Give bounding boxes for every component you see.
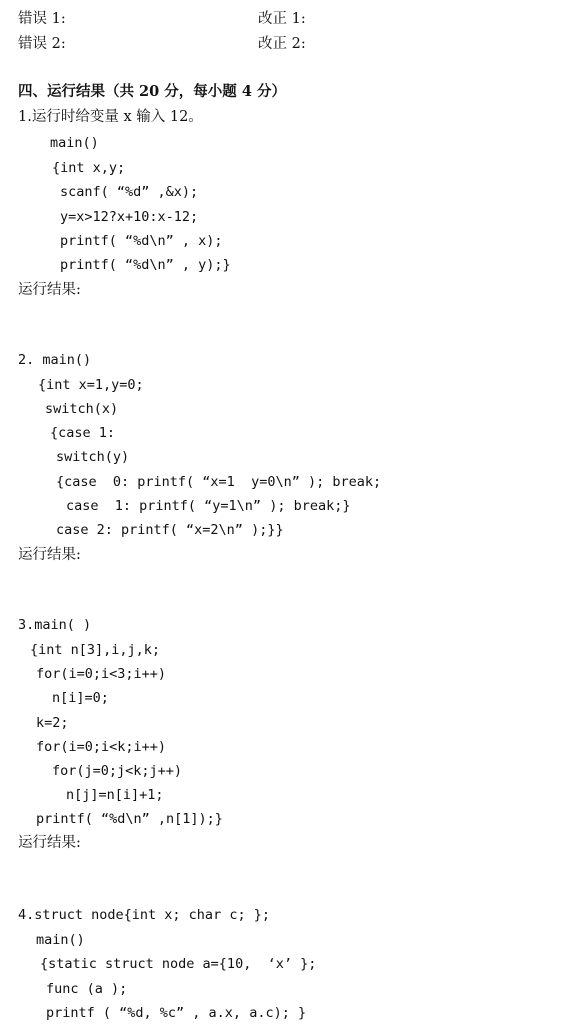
q3-code-line: printf( “%d\n” ,n[1]);} [36, 811, 223, 827]
q3-code-line: {int n[3],i,j,k; [30, 642, 161, 658]
q2-code-line: switch(y) [56, 449, 130, 465]
q2-code-line: {case 0: printf( “x=1 y=0\n” ); break; [56, 474, 382, 490]
q4-code-line: 4.struct node{int x; char c; }; [18, 907, 270, 923]
q1-code-line: {int x,y; [52, 160, 126, 176]
q4-code-line: {static struct node a={10, ‘x’ }; [40, 956, 317, 972]
q4-code-line: main() [36, 932, 85, 948]
q1-code-line: printf( “%d\n” , x); [60, 233, 223, 249]
q4-code-line: printf ( “%d, %c” , a.x, a.c); } [46, 1005, 307, 1021]
q1-code-line: printf( “%d\n” , y);} [60, 257, 231, 273]
fix-2-label: 改正 2: [258, 36, 306, 52]
q3-code-line: for(i=0;i<3;i++) [36, 666, 167, 682]
q2-result-label: 运行结果: [18, 547, 81, 563]
q2-code-line: {int x=1,y=0; [38, 377, 144, 393]
q3-code-line: 3.main( ) [18, 617, 92, 633]
q4-code-line: func (a ); [46, 981, 128, 997]
q2-code-line: case 1: printf( “y=1\n” ); break;} [66, 498, 351, 514]
q3-code-line: k=2; [36, 715, 69, 731]
fix-1-label: 改正 1: [258, 11, 306, 27]
q3-code-line: for(j=0;j<k;j++) [52, 763, 183, 779]
q3-code-line: for(i=0;i<k;i++) [36, 739, 167, 755]
error-2-label: 错误 2: [18, 36, 66, 52]
q2-code-line: case 2: printf( “x=2\n” );}} [56, 522, 284, 538]
q2-code-line: switch(x) [45, 401, 119, 417]
q1-code-line: y=x>12?x+10:x-12; [60, 209, 199, 225]
q2-code-line: 2. main() [18, 352, 92, 368]
q1-result-label: 运行结果: [18, 282, 81, 298]
q2-code-line: {case 1: [50, 425, 116, 441]
q1-intro: 1.运行时给变量 x 输入 12。 [18, 109, 203, 125]
q3-code-line: n[i]=0; [52, 690, 109, 706]
q3-code-line: n[j]=n[i]+1; [66, 787, 164, 803]
error-1-label: 错误 1: [18, 11, 66, 27]
q1-code-line: scanf( “%d” ,&x); [60, 184, 199, 200]
q1-code-line: main() [50, 135, 99, 151]
q3-result-label: 运行结果: [18, 835, 81, 851]
section-title: 四、运行结果（共 20 分，每小题 4 分） [18, 83, 286, 100]
